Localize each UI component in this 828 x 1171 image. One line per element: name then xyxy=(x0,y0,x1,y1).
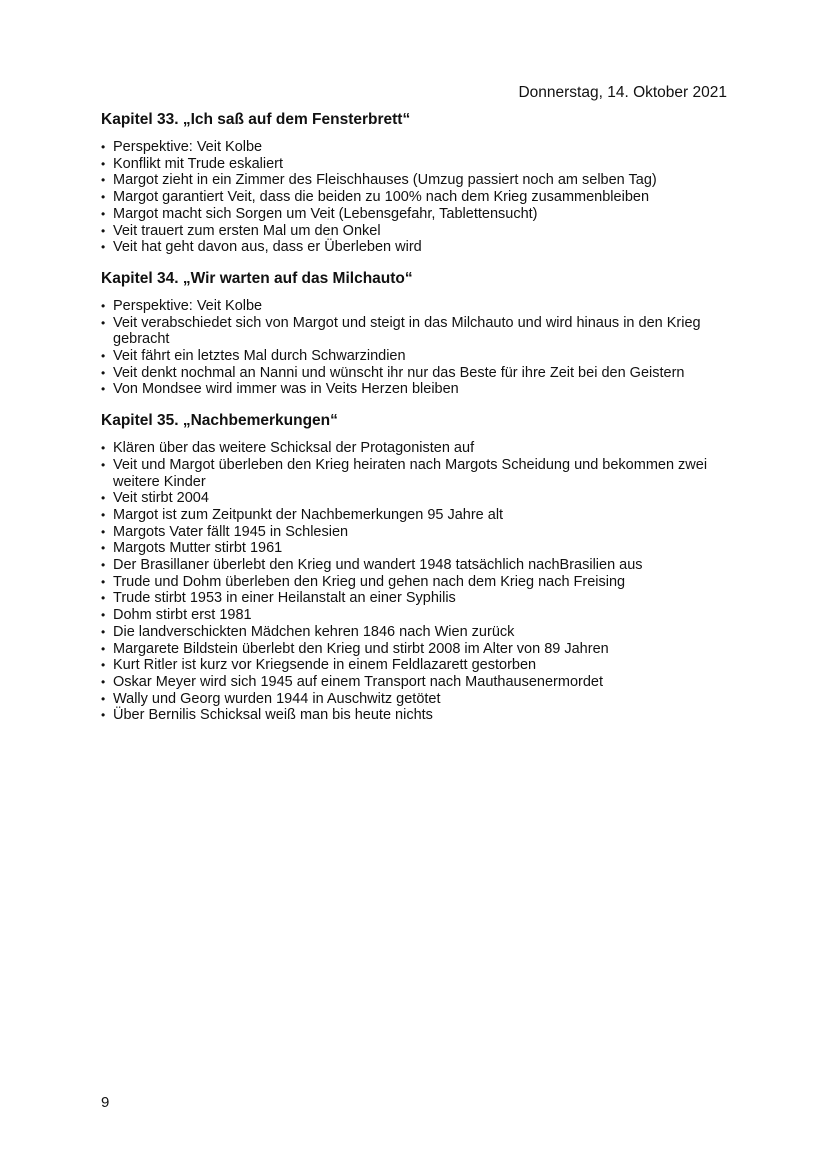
list-item: • Der Brasillaner überlebt den Krieg und wandert 1948 tatsächlich nachBrasilien aus xyxy=(101,557,721,574)
list-item: • Trude stirbt 1953 in einer Heilanstalt an einer Syphilis xyxy=(101,590,721,607)
list-item: • Margot garantiert Veit, dass die beiden zu 100% nach dem Krieg zusammenbleiben xyxy=(101,189,721,206)
list-item: • Perspektive: Veit Kolbe xyxy=(101,139,721,156)
list-item: • Klären über das weitere Schicksal der Protagonisten auf xyxy=(101,440,721,457)
chapter-section xyxy=(101,412,721,724)
chapter-title: Kapitel 34. „Wir warten auf das Milchauto“ xyxy=(101,269,413,287)
list-item: • Veit hat geht davon aus, dass er Überleben wird xyxy=(101,239,721,256)
list-item: • Veit trauert zum ersten Mal um den Onkel xyxy=(101,223,721,240)
page-content xyxy=(101,111,721,738)
chapter-title: Kapitel 35. „Nachbemerkungen“ xyxy=(101,412,338,430)
chapter-section xyxy=(101,270,721,398)
bullet-list xyxy=(101,440,721,724)
list-item: • Veit und Margot überleben den Krieg heiraten nach Margots Scheidung und bekommen zwei weitere Kinder xyxy=(101,457,721,490)
list-item: • Konflikt mit Trude eskaliert xyxy=(101,156,721,173)
list-item: • Trude und Dohm überleben den Krieg und gehen nach dem Krieg nach Freising xyxy=(101,574,721,591)
list-item: • Über Bernilis Schicksal weiß man bis heute nichts xyxy=(101,707,721,724)
list-item: • Veit stirbt 2004 xyxy=(101,490,721,507)
list-item: • Dohm stirbt erst 1981 xyxy=(101,607,721,624)
list-item: • Kurt Ritler ist kurz vor Kriegsende in einem Feldlazarett gestorben xyxy=(101,657,721,674)
list-item: • Oskar Meyer wird sich 1945 auf einem Transport nach Mauthausenermordet xyxy=(101,674,721,691)
list-item: • Margot macht sich Sorgen um Veit (Lebensgefahr, Tablettensucht) xyxy=(101,206,721,223)
list-item: • Veit verabschiedet sich von Margot und steigt in das Milchauto und wird hinaus in den Krieg gebracht xyxy=(101,315,721,348)
chapter-title: Kapitel 33. „Ich saß auf dem Fensterbrett“ xyxy=(101,111,411,128)
list-item: • Perspektive: Veit Kolbe xyxy=(101,298,721,315)
list-item: • Margots Mutter stirbt 1961 xyxy=(101,540,721,557)
list-item: • Veit denkt nochmal an Nanni und wünscht ihr nur das Beste für ihre Zeit bei den Geistern xyxy=(101,365,721,382)
list-item: • Margots Vater fällt 1945 in Schlesien xyxy=(101,524,721,541)
page-number: 9 xyxy=(101,1094,110,1111)
page-date: Donnerstag, 14. Oktober 2021 xyxy=(518,84,727,101)
list-item: • Margot ist zum Zeitpunkt der Nachbemerkungen 95 Jahre alt xyxy=(101,507,721,524)
bullet-list xyxy=(101,139,721,256)
chapter-section xyxy=(101,111,721,256)
list-item: • Margot zieht in ein Zimmer des Fleischhauses (Umzug passiert noch am selben Tag) xyxy=(101,172,721,189)
list-item: • Von Mondsee wird immer was in Veits Herzen bleiben xyxy=(101,381,721,398)
list-item: • Wally und Georg wurden 1944 in Auschwitz getötet xyxy=(101,691,721,708)
bullet-list xyxy=(101,298,721,398)
list-item: • Die landverschickten Mädchen kehren 1846 nach Wien zurück xyxy=(101,624,721,641)
list-item: • Margarete Bildstein überlebt den Krieg und stirbt 2008 im Alter von 89 Jahren xyxy=(101,641,721,658)
list-item: • Veit fährt ein letztes Mal durch Schwarzindien xyxy=(101,348,721,365)
